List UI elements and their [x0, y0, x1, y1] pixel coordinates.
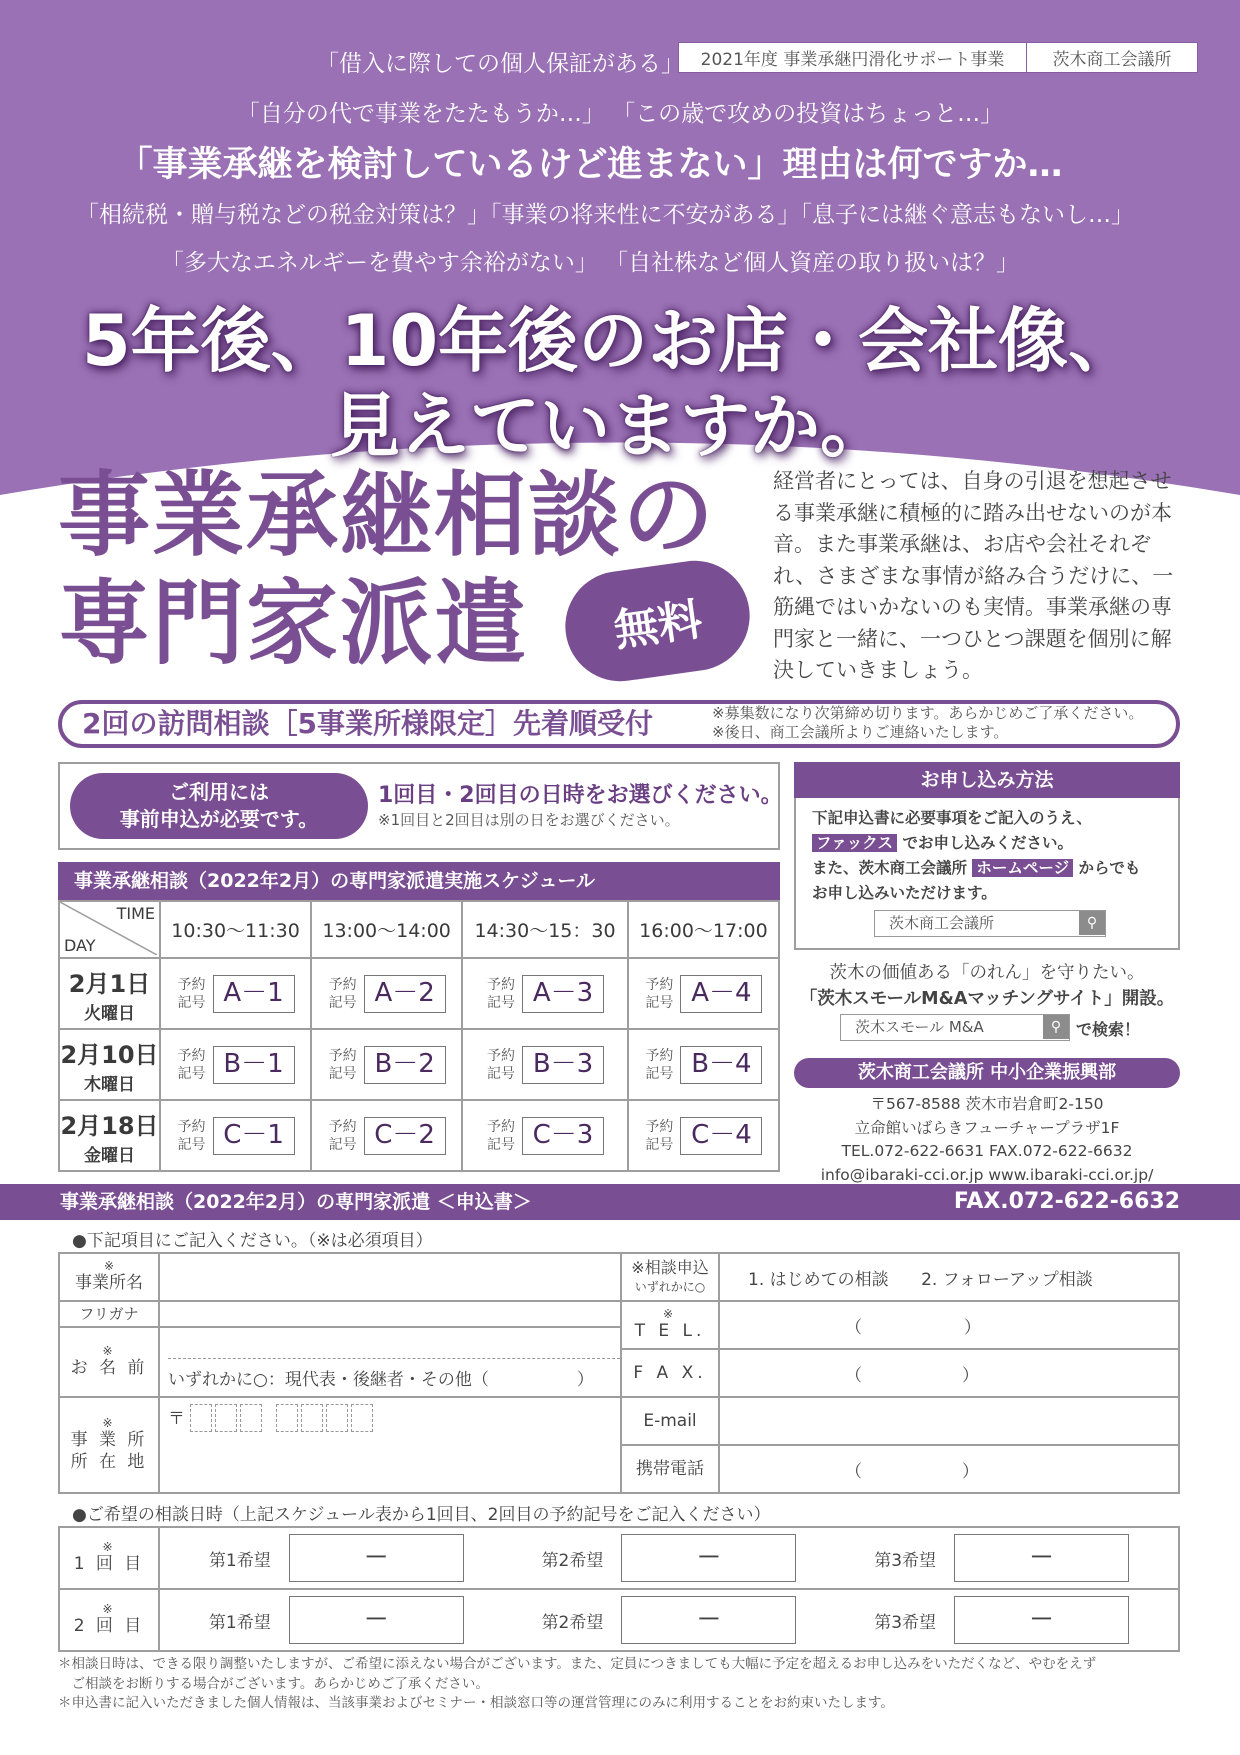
slot-cell: [160, 1029, 311, 1100]
day-weekday: 木曜日: [84, 1074, 135, 1095]
email-field[interactable]: [719, 1397, 1179, 1445]
hero-quote-3: 「相続税・贈与税などの税金対策は？」「事業の将来性に不安がある」「息子には継ぐ意志もないし…」: [76, 202, 1134, 228]
name-label-text: お 名 前: [70, 1358, 148, 1378]
contact-web: info@ibaraki-cci.or.jp www.ibaraki-cci.or.jp/: [820, 1165, 1154, 1184]
postal-mark: 〒: [168, 1409, 185, 1429]
wish-row-label: [59, 1589, 159, 1651]
wish-input[interactable]: －: [954, 1596, 1129, 1644]
pill-line-2: 事前申込が必要です。: [119, 807, 319, 831]
day-cell: [59, 1100, 160, 1171]
consult-option-1[interactable]: 1. はじめての相談: [748, 1269, 889, 1290]
company-label-text: 事業所名: [75, 1273, 143, 1293]
day-weekday: 金曜日: [84, 1145, 135, 1166]
furigana-field[interactable]: [159, 1301, 621, 1327]
day-date: 2月18日: [60, 1111, 159, 1140]
schedule-title: 事業承継相談（2022年2月）の専門家派遣実施スケジュール: [58, 862, 780, 900]
headline-line-1: 5年後、10年後のお店・会社像、: [81, 300, 1139, 382]
address-label: [59, 1397, 159, 1493]
slot-cell: [462, 1100, 628, 1171]
postal-code-boxes[interactable]: [190, 1404, 373, 1432]
ma-line-1: 茨木の価値ある「のれん」を守りたい。: [829, 963, 1145, 983]
hero-quote-4: 「多大なエネルギーを費やす余裕がない」 「自社株など個人資産の取り扱いは？」: [160, 250, 1020, 276]
magnifier-icon[interactable]: ⚲: [1079, 911, 1105, 935]
email-label: E-mail: [621, 1397, 719, 1445]
fax-tag: ファックス: [812, 834, 897, 852]
prior-application-pill: [70, 773, 368, 839]
slot-cell: [628, 1029, 779, 1100]
wish-row-label-text: 1 回 目: [73, 1554, 145, 1574]
wish-input[interactable]: －: [954, 1534, 1129, 1582]
dept-pill: 茨木商工会議所 中小企業振興部: [794, 1058, 1180, 1088]
wish-input[interactable]: －: [289, 1596, 464, 1644]
reserve-label: 予約記号: [487, 976, 516, 1011]
consult-type-options[interactable]: [719, 1253, 1179, 1301]
tel-field[interactable]: [719, 1301, 1179, 1349]
contact-address: [794, 1093, 1180, 1187]
reserve-code: B－1: [213, 1046, 295, 1084]
time-slot-1: 10:30〜11:30: [160, 901, 311, 958]
day-date: 2月10日: [60, 1040, 159, 1069]
hero-question: 「事業承継を検討しているけど進まない」理由は何ですか…: [117, 145, 1063, 185]
day-cell: [59, 958, 160, 1029]
time-slot-2: 13:00〜14:00: [311, 901, 462, 958]
hero-quote-2: 「自分の代で事業をたたもうか…」 「この歳で攻めの投資はちょっと…」: [236, 101, 1004, 127]
slot-cell: [462, 958, 628, 1029]
ma-line-2: 「茨木スモールM&Aマッチングサイト」開設。: [799, 989, 1175, 1009]
banner-note-2: ※後日、商工会議所よりご連絡いたします。: [712, 723, 1009, 741]
mobile-label: 携帯電話: [621, 1445, 719, 1493]
day-date: 2月1日: [68, 969, 151, 998]
corner-cell: [59, 901, 160, 958]
reserve-label: 予約記号: [328, 1118, 357, 1153]
wish-row: [159, 1589, 1179, 1651]
apply-line-3-text: また、茨木商工会議所: [812, 859, 968, 877]
address-label-1: 事 業 所: [70, 1430, 148, 1450]
wish-input[interactable]: －: [289, 1534, 464, 1582]
ma-search-box[interactable]: [840, 1014, 1070, 1041]
free-badge: 無料: [558, 554, 757, 689]
company-label: [59, 1253, 159, 1301]
title-line-1: 事業承継相談の: [58, 462, 717, 569]
reserve-label: 予約記号: [177, 1118, 206, 1153]
footer-notes: [58, 1655, 1198, 1714]
reserve-label: 予約記号: [487, 1047, 516, 1082]
reserve-code: B－2: [364, 1046, 446, 1084]
paren-close: ）: [962, 1365, 979, 1386]
footer-note-2: ご相談をお断りする場合がございます。あらかじめご了承ください。: [58, 1675, 489, 1692]
reserve-code: C－1: [213, 1117, 295, 1155]
apply-line-1: 下記申込書に必要事項をご記入のうえ、: [812, 809, 1092, 827]
form-title: 事業承継相談（2022年2月）の専門家派遣 ＜申込書＞: [60, 1191, 532, 1213]
reserve-code: C－2: [364, 1117, 446, 1155]
choice-label: 第1希望: [208, 1550, 271, 1571]
banner-note-1: ※募集数になり次第締め切ります。あらかじめご了承ください。: [712, 704, 1144, 722]
role-choice-text: いずれかに○：現代表・後継者・その他（: [168, 1370, 489, 1390]
paren-close: ）: [962, 1461, 979, 1482]
ma-section: [794, 960, 1180, 1012]
wish-note: ●ご希望の相談日時（上記スケジュール表から1回目、2回目の予約記号をご記入ください）: [72, 1505, 771, 1525]
tel-label: [621, 1301, 719, 1349]
slot-cell: [628, 1100, 779, 1171]
program-name: 2021年度 事業承継円滑化サポート事業: [679, 43, 1027, 72]
furigana-label: フリガナ: [59, 1301, 159, 1327]
choice-label: 第2希望: [541, 1550, 604, 1571]
reserve-code: A－1: [213, 975, 295, 1013]
apply-line-4-text: からでも: [1078, 859, 1141, 877]
contact-tel-fax: TEL.072-622-6631 FAX.072-622-6632: [841, 1142, 1133, 1160]
intro-text: 経営者にとっては、自身の引退を想起させる事業承継に積極的に踏み出せないのが本音。また事業承継は、お店や会社それぞれ、さまざまな事情が絡み合うだけに、一筋縄ではいかないのも実情。事業承継の専門家と一緒に、一つひとつ課題を個別に解決していきましょう。: [773, 469, 1174, 682]
limited-banner-text: 2回の訪問相談［5事業所様限定］先着順受付: [82, 707, 653, 740]
reserve-code: A－2: [364, 975, 446, 1013]
reserve-label: 予約記号: [177, 976, 206, 1011]
wish-input[interactable]: －: [621, 1534, 796, 1582]
slot-cell: [311, 958, 462, 1029]
consult-type-label: [621, 1253, 719, 1301]
contact-building: 立命館いばらきフューチャープラザ1F: [854, 1118, 1120, 1137]
choice-label: 第1希望: [208, 1612, 271, 1633]
notice-main: 1回目・2回目の日時をお選びください。: [378, 783, 783, 808]
form-note: ●下記項目にご記入ください。（※は必須項目）: [72, 1231, 433, 1251]
required-mark: ※: [662, 1307, 678, 1321]
notice-sub: ※1回目と2回目は別の日をお選びください。: [378, 811, 680, 829]
slot-cell: [160, 958, 311, 1029]
wish-input[interactable]: －: [621, 1596, 796, 1644]
reserve-code: C－4: [680, 1117, 762, 1155]
day-label: DAY: [64, 936, 96, 955]
reserve-code: B－3: [522, 1046, 604, 1084]
apply-line-3: [812, 856, 1172, 881]
fax-label: F A X.: [621, 1349, 719, 1397]
slot-cell: [462, 1029, 628, 1100]
reserve-code: A－4: [680, 975, 762, 1013]
form-band: [0, 1184, 1240, 1220]
role-close: ）: [576, 1370, 594, 1390]
time-slot-4: 16:00〜17:00: [628, 901, 779, 958]
organizer-name: 茨木商工会議所: [1052, 50, 1172, 70]
required-mark: ※: [102, 1344, 116, 1358]
consult-label-1: 相談申込: [644, 1257, 709, 1277]
ma-search-text: 茨木スモール M&A: [855, 1018, 984, 1036]
day-cell: [59, 1029, 160, 1100]
paren-open: （: [845, 1365, 862, 1386]
reserve-code: A－3: [522, 975, 604, 1013]
name-field[interactable]: [159, 1327, 621, 1397]
paren-close: ）: [964, 1317, 983, 1338]
apply-title: お申し込み方法: [794, 762, 1180, 798]
apply-line-2-text: でお申し込みください。: [902, 834, 1073, 852]
form-fax: FAX.072-622-6632: [953, 1189, 1180, 1214]
reserve-code: B－4: [680, 1046, 762, 1084]
pill-line-1: ご利用には: [169, 780, 269, 804]
time-label: TIME: [116, 904, 155, 923]
title-line-2: 専門家派遣: [58, 570, 529, 677]
cci-search-text: 茨木商工会議所: [889, 914, 995, 932]
slot-cell: [311, 1029, 462, 1100]
footer-note-3: ＊申込書に記入いただきました個人情報は、当該事業およびセミナー・相談窓口等の運営管理にのみに利用することをお約束いたします。: [58, 1695, 894, 1711]
fax-field[interactable]: [719, 1349, 1179, 1397]
paren-open: （: [845, 1317, 864, 1338]
day-weekday: 火曜日: [84, 1003, 135, 1024]
mobile-field[interactable]: [719, 1445, 1179, 1493]
ma-search-suffix: で検索！: [1076, 1020, 1141, 1039]
reserve-label: 予約記号: [645, 1047, 674, 1082]
consult-label-2: いずれかに○: [634, 1279, 706, 1294]
wish-row-label: [59, 1527, 159, 1589]
required-mark: ※: [103, 1259, 115, 1273]
address-label-2: 所 在 地: [70, 1452, 148, 1472]
apply-text: [812, 806, 1172, 906]
required-mark: ※: [102, 1602, 116, 1616]
slot-cell: [628, 958, 779, 1029]
wish-row: [159, 1527, 1179, 1589]
contact-postal: 〒567-8588 茨木市岩倉町2-150: [870, 1095, 1104, 1113]
headline-line-2: 見えていますか。: [330, 385, 890, 467]
slot-cell: [160, 1100, 311, 1171]
wish-row-label-text: 2 回 目: [73, 1616, 145, 1636]
hero-quote-1: 「借入に際しての個人保証がある」: [316, 51, 684, 77]
reserve-label: 予約記号: [177, 1047, 206, 1082]
homepage-tag: ホームページ: [972, 859, 1073, 877]
required-mark: ※: [631, 1257, 645, 1277]
reserve-label: 予約記号: [645, 976, 674, 1011]
address-field[interactable]: [159, 1397, 621, 1493]
schedule-table: [58, 900, 780, 1172]
choice-label: 第3希望: [874, 1612, 937, 1633]
role-choice[interactable]: [168, 1358, 620, 1390]
required-mark: ※: [102, 1540, 116, 1554]
application-form: [58, 1252, 1180, 1494]
apply-line-5: お申し込みいただけます。: [812, 884, 997, 902]
consult-option-2[interactable]: 2. フォローアップ相談: [921, 1269, 1093, 1290]
reserve-label: 予約記号: [645, 1118, 674, 1153]
tel-label-text: T E L.: [634, 1321, 706, 1341]
reserve-label: 予約記号: [487, 1118, 516, 1153]
company-field[interactable]: [159, 1253, 621, 1301]
reserve-label: 予約記号: [328, 1047, 357, 1082]
magnifier-icon[interactable]: ⚲: [1043, 1015, 1069, 1039]
choice-label: 第2希望: [541, 1612, 604, 1633]
reserve-label: 予約記号: [328, 976, 357, 1011]
cci-search-box[interactable]: [874, 910, 1106, 937]
reserve-code: C－3: [522, 1117, 604, 1155]
name-label: [59, 1327, 159, 1397]
time-slot-3: 14:30〜15：30: [462, 901, 628, 958]
apply-line-2: [812, 831, 1172, 856]
wish-table: [58, 1526, 1180, 1652]
required-mark: ※: [102, 1416, 116, 1430]
limited-banner-note: [712, 704, 1143, 742]
slot-cell: [311, 1100, 462, 1171]
choice-label: 第3希望: [874, 1550, 937, 1571]
paren-open: （: [845, 1461, 862, 1482]
footer-note-1: ＊相談日時は、できる限り調整いたしますが、ご希望に添えない場合がございます。また、定員につきましても大幅に予定を超えるお申し込みをいただくなど、やむをえず: [58, 1656, 1097, 1672]
